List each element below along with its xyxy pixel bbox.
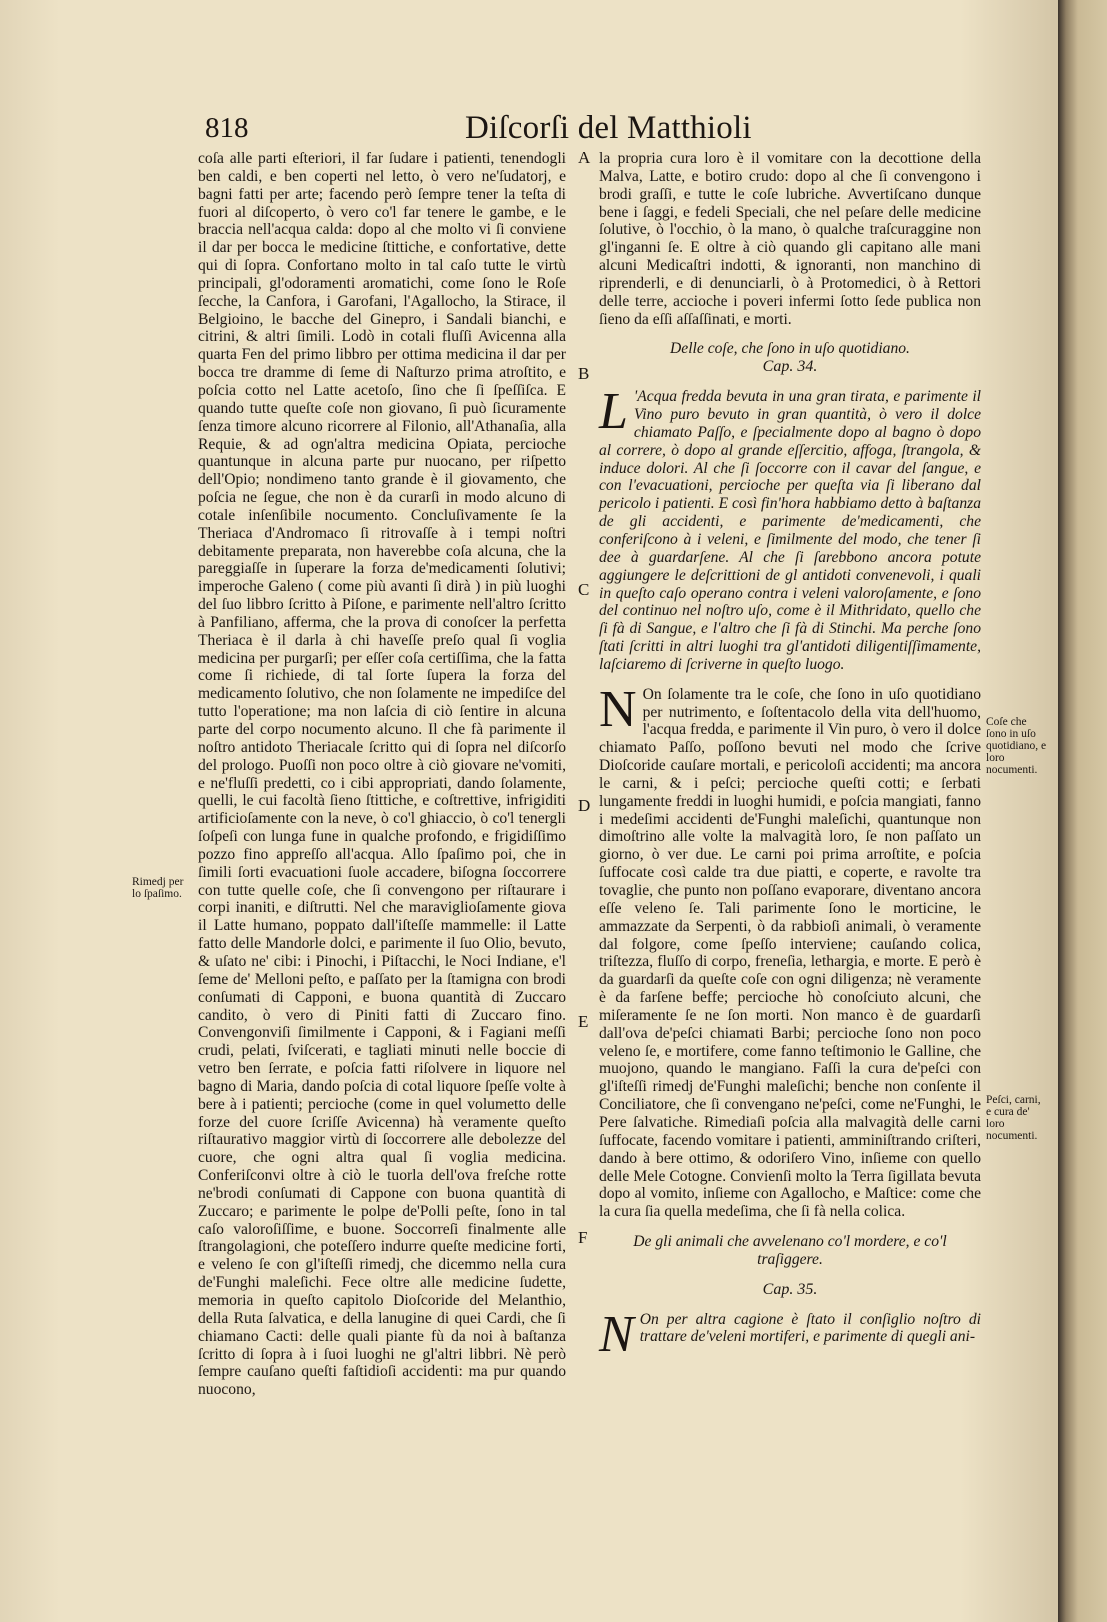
- margin-letter-c: C: [578, 580, 590, 599]
- drop-cap-l: L: [599, 383, 628, 441]
- right-italic-paragraph: [599, 383, 981, 674]
- section-heading-34: Delle coſe, che ſono in uſo quotidiano.: [670, 340, 910, 358]
- chapter-label-34: Cap. 34.: [762, 358, 818, 376]
- paragraph-3-text: On per altra cagione è ſtato il conſiglio noſtro di trattare de'veleni mortiferi, e parimente di quegli ani-: [639, 1310, 981, 1346]
- margin-letter-a: A: [578, 148, 591, 167]
- chapter-label-35: Cap. 35.: [762, 1280, 818, 1298]
- right-paragraph-2: [599, 680, 981, 1221]
- side-note-quotidiano: Coſe che ſono in uſo quotidiano, e loro nocumenti.: [986, 716, 1047, 776]
- drop-cap-n-2: N: [599, 1305, 634, 1363]
- drop-cap-n: N: [599, 680, 637, 738]
- margin-letter-d: D: [578, 796, 591, 815]
- margin-letter-e: E: [578, 1012, 589, 1031]
- left-column-text: coſa alle parti eſteriori, il far ſudare i patienti, tenendogli ben caldi, e ben coperti nel letto, ò vero ne'ſudatorj, e bagni fatti per arte; facendo però ſempre tener la teſta di fuori al diſcoperto, ò vero co'l far tenere le gambe, e le braccia nell'acqua calda: dopo al che molto vi ſi conviene il dar per bocca le medicine ſtittiche, e confortative, dette qui di ſopra. Confortano molto in tal caſo tutte le virtù principali, gl'odoramenti aromatichi, come ſono le Roſe ſecche, la Canfora, i Garofani, l'Agallocho, la Stirace, il Belgioino, le bacche del Ginepro, i Sandali bianchi, e citrini, & altri ſimili. Lodò in cotali fluſſi Avicenna alla quarta Fen del primo libbro per ottima medicina il dar per bocca tre dramme di ſeme di Naſturzo prima atroſtito, e poſcia cotto nel Latte acetoſo, ſino che ſi ſpeſſiſca. E quando tutte queſte coſe non giovano, ſi può ſicuramente ſenza timore alcuno ricorrere al Filonio, all'Athanaſia, alla Requie, & ad ogn'altra medicina Opiata, percioche quantunque in alcuna parte pur nuocano, per riſpetto dell'Opio; nondimeno tanto grande è il giovamento, che poſcia ne ſegue, che non è da curarſi in modo alcuno di cotale inſenſibile nocumento. Concluſivamente ſe la Theriaca d'Andromaco ſi ritrovaſſe à i tempi noſtri debitamente preparata, non haverebbe coſa alcuna, che la pareggiaſſe in ſuperare la forza de'medicamenti ſolutivi; imperoche Galeno ( come più avanti ſi dirà ) in più luoghi del ſuo libbro ſcritto à Piſone, e parimente nell'altro ſcritto à Panfiliano, afferma, che la prova di conoſcer la perfetta Theriaca è il darla à chi haveſſe preſo qual ſi voglia medicina per purgarſi; per eſſer coſa certiſſima, che la fatta come ſi richiede, di tal ſorte ſupera la forza del medicamento ſolutivo, che non ſolamente ne impediſce del tutto l'operatione; ma non laſcia di ciò ſentire in alcuna parte del corpo nocumento alcuno. Il che fà parimente il noſtro antidoto Theriacale ſcritto qui di ſopra nel diſcorſo del prologo. Puoſſi non poco oltre à ciò giovare ne'vomiti, e ne'fluſſi predetti, co i cibi appropriati, dando ſolamente, quelli, le cui facoltà ſieno ſtittiche, e coſtrettive, infrigiditi artificioſamente con la neve, ò co'l ghiaccio, ò co'l tenergli ſoſpeſi con lunga fune in qualche profondo, e frigidiſſimo pozzo fino appreſſo all'acqua. Allo ſpaſimo poi, che in ſimili ſorti evacuationi ſuole accadere, biſogna ſoccorrere con tutte quelle coſe, che ſi convengono per riſtaurare i corpi inaniti, e diſtrutti. Nel che maraviglioſamente giova il Latte humano, poppato dall'iſteſſe mammelle: il Latte fatto delle Mandorle dolci, e parimente il ſuo Olio, bevuto, & uſato ne' cibi: i Pinochi, i Piſtacchi, le Noci Indiane, e'l ſeme de' Melloni peſto, e paſſato per la ſtamigna con brodi conſumati di Capponi, e buona quantità di Zuccaro candito, ò vero di Piniti fatti di Zuccaro fino. Convengonviſi ſimilmente i Capponi, & i Fagiani meſſi crudi, pelati, ſviſcerati, e tagliati minuti nelle boccie di vetro ben ſerrate, e poſcia fatti riſolvere in liquore nel bagno di Maria, dando poſcia di cotal liquore ſpeſſe volte à bere à i patienti; percioche (come in quel volumetto delle forze del cuore ſcriſſe Avicenna) hà veramente queſto riſtaurativo maggior virtù di ſoccorrere alle debolezze del cuore, che ogni altra qual ſi voglia medicina. Conferiſconvi oltre à ciò le tuorla dell'ova freſche rotte ne'brodi conſumati di Cappone con buona quantità di Zuccaro; e parimente le polpe de'Polli peſte, ſono in tal caſo valoroſiſſime, e buone. Soccorreſi finalmente alle ſtrangolagioni, che poteſſero indurre queſte medicine forti, e veleno ſe con gl'iſteſſi rimedj, che dicemmo nella cura de'Funghi maleſichi. Fece oltre alle medicine ſudette, memoria in queſto capitolo Dioſcoride del Melanthio, della Ruta ſalvatica, e della lanugine di quei Cardi, che ſi chiamano Cacti: delle quali piante fù da noi à baſtanza ſcritto di ſopra à i ſuoi luoghi ne gl'altri libbri. Nè però ſempre cauſano queſti faſtidioſi accidenti: ma pur quando nuocono,: [198, 150, 566, 1399]
- adjacent-page-edge: [1058, 0, 1107, 1622]
- italic-paragraph-text: 'Acqua fredda bevuta in una gran tirata, e parimente il Vino puro bevuto in gran quantità, ò vero il dolce chiamato Paſſo, e ſpecialmente dopo al bagno ò dopo al correre, ò dopo al grande eſſercitio, affoga, ſtrangola, & induce dolori. Al che ſi ſoccorre con il cavar del ſangue, e con l'evacuationi, percioche per queſta via ſi liberano dal pericolo i patienti. E così fin'hora habbiamo detto à baſtanza de gli accidenti, e parimente de'medicamenti, che conferiſcono à i veleni, e ſimilmente del modo, che tener ſi dee à guardarſene. Al che ſi ſarebbono ancora potute aggiungere le deſcrittioni de gl antidoti convenevoli, i quali in queſto caſo operano contra i veleni valoroſamente, e ſono del continuo nel noſtro uſo, come è il Mithridato, quello che ſi fà di Sangue, e l'altro che ſi fà di Stinchi. Ma perche ſono ſtati ſcritti in altri luoghi tra gl'antidoti diligentiſſimamente, laſciaremo di ſcriverne in queſto luogo.: [599, 388, 981, 673]
- running-title: Diſcorſi del Matthioli: [465, 110, 752, 146]
- side-note-rimedi: Rimedj per lo ſpaſimo.: [132, 876, 184, 900]
- margin-letter-b: B: [578, 364, 590, 383]
- right-column: [599, 150, 981, 1363]
- side-note-pesci: Peſci, carni, e cura de' loro nocumenti.: [986, 1094, 1041, 1142]
- margin-letter-f: F: [578, 1228, 588, 1247]
- page-number: 818: [205, 112, 249, 144]
- right-paragraph-3: [599, 1305, 981, 1363]
- section-heading-35: De gli animali che avvelenano co'l mordere, e co'l traſiggere.: [633, 1233, 947, 1268]
- right-paragraph-1: la propria cura loro è il vomitare con la decottione della Malva, Latte, e botiro crudo: dopo al che ſi convengono i brodi graſſi, e tutte le coſe lubriche. Avvertiſcano dunque bene i ſaggi, e fedeli Speciali, che nel peſare delle medicine ſolutive, ò l'occhio, ò la mano, ò qualche traſcuraggine non gl'inganni ſe. E oltre à ciò quando gli capitano alle mani alcuni Medicaſtri indotti, & ignoranti, non manchino di riprenderli, e di denunciarli, ò à Protomedici, ò à Rettori delle terre, accioche i poveri infermi ſotto ſede publica non ſieno da eſſi aſſaſſinati, e morti.: [599, 150, 981, 328]
- paragraph-2-text: On ſolamente tra le coſe, che ſono in uſo quotidiano per nutrimento, e ſoſtentacolo della vita dell'huomo, l'acqua fredda, e parimente il Vin puro, ò vero il dolce chiamato Paſſo, poſſono bevuti nel modo che ſcrive Dioſcoride cauſare mortali, e pericoloſi accidenti; ma ancora le carni, & i peſci; percioche queſti cotti; e ſerbati lungamente freddi in luoghi humidi, e poſcia mangiati, fanno i medeſimi accidenti de'Funghi maleſichi, quantunque non dimoſtrino alle volte la malvagità loro, ſe non paſſato un giorno, ò ver due. Le carni poi prima arroſtite, e poſcia ſuffocate così calde tra due piatti, e coperte, e ravolte tra tovaglie, che punto non poſſano evaporare, diventano ancora eſſe veleno ſe. Tali parimente ſono le morticine, le ammazzate da Serpenti, ò da rabbioſi animali, ò veramente dal folgore, come ſpeſſo interviene; cauſando colica, triſtezza, fluſſo di corpo, freneſia, lethargia, e morte. E però è da guardarſi da queſte coſe con ogni diligenza; nè veramente è da farſene beffe; percioche hò conoſciuto alcuni, che miſeramente ſe ne ſon morti. Non manco è de guardarſi dall'ova de'peſci chiamati Barbi; percioche ſono non poco veleno ſe, e mortifere, come fanno teſtimonio le Galline, che muojono, quando le mangiano. Faſſi la cura de'peſci con gl'iſteſſi rimedj de'Funghi maleſichi; benche non conſente il Conciliatore, che ſi convengano ne'peſci, come ne'Funghi, le Pere ſalvatiche. Rimediaſi poſcia alla malvagità delle carni ſuffocate, facendo vomitare i patienti, amminiſtrando criſteri, dando à bere ottimo, & odoriſero Vino, inſieme con quello delle Mele Cotogne. Convienſi molto la Terra ſigillata bevuta dopo al vomito, inſieme con Agallocho, e Maſtice: come che la cura ſia quella medeſima, che ſi fà nella colica.: [599, 685, 981, 1221]
- left-column: [198, 150, 566, 1399]
